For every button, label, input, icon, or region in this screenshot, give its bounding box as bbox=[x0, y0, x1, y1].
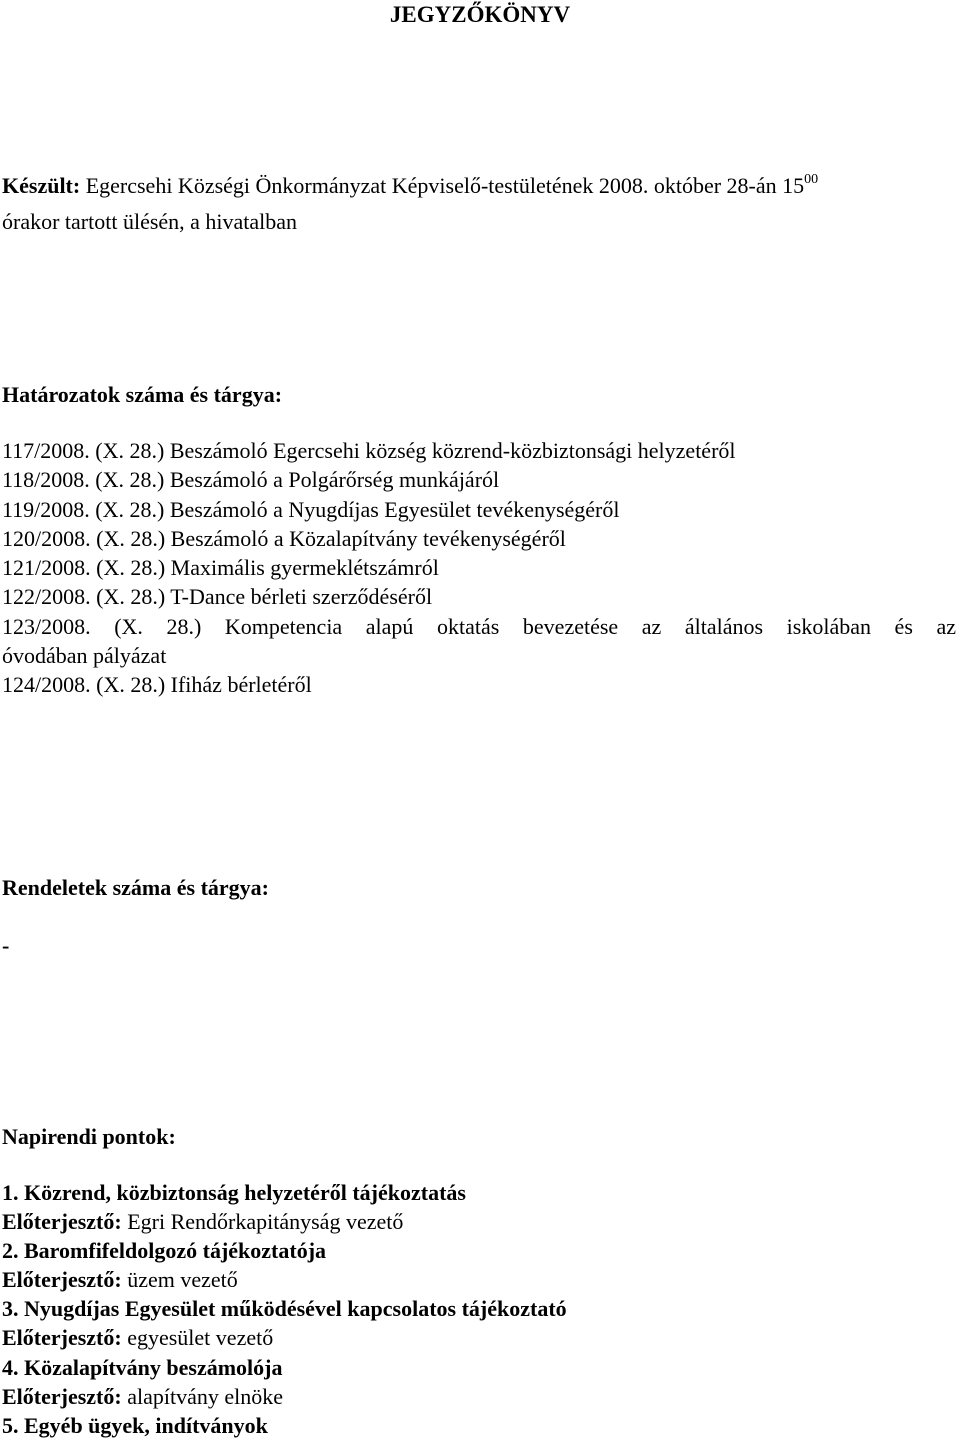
agenda-item-title: 1. Közrend, közbiztonság helyzetéről tájékoztatás bbox=[2, 1180, 466, 1205]
decision-item: 124/2008. (X. 28.) Ifiház bérletéről bbox=[2, 672, 312, 698]
presenter-label: Előterjesztő: bbox=[2, 1209, 122, 1235]
decision-item: 121/2008. (X. 28.) Maximális gyermeklétszámról bbox=[2, 555, 439, 581]
agenda-item-title: 5. Egyéb ügyek, indítványok bbox=[2, 1412, 268, 1438]
ordinances-value: - bbox=[2, 933, 10, 958]
agenda-item-presenter bbox=[2, 1323, 956, 1352]
agenda-list bbox=[2, 1178, 956, 1440]
intro-label: Készült: bbox=[2, 173, 81, 198]
decisions-heading: Határozatok száma és tárgya: bbox=[2, 382, 283, 407]
agenda-item-presenter bbox=[2, 1382, 956, 1411]
presenter-value: Egri Rendőrkapitányság vezető bbox=[127, 1209, 404, 1235]
decision-item: 122/2008. (X. 28.) T-Dance bérleti szerződéséről bbox=[2, 584, 433, 610]
intro-superscript: 00 bbox=[804, 172, 819, 187]
presenter-value: egyesület vezető bbox=[127, 1325, 274, 1351]
decision-item: 120/2008. (X. 28.) Beszámoló a Közalapítvány tevékenységéről bbox=[2, 525, 566, 551]
presenter-value: üzem vezető bbox=[127, 1267, 238, 1293]
agenda-heading: Napirendi pontok: bbox=[2, 1124, 176, 1149]
presenter-label: Előterjesztő: bbox=[2, 1267, 122, 1293]
decision-item: 119/2008. (X. 28.) Beszámoló a Nyugdíjas Egyesület tevékenységéről bbox=[2, 496, 620, 522]
presenter-label: Előterjesztő: bbox=[2, 1383, 122, 1409]
intro-line-1 bbox=[2, 170, 958, 206]
presenter-value: alapítvány elnöke bbox=[127, 1383, 283, 1409]
decisions-list bbox=[2, 436, 956, 700]
agenda-item-title: 2. Baromfifeldolgozó tájékoztatója bbox=[2, 1238, 327, 1264]
intro-paragraph bbox=[2, 170, 958, 238]
decision-item: 117/2008. (X. 28.) Beszámoló Egercsehi község közrend-közbiztonsági helyzetéről bbox=[2, 438, 736, 463]
agenda-item-title: 3. Nyugdíjas Egyesület működésével kapcsolatos tájékoztató bbox=[2, 1296, 567, 1322]
decision-item-continuation: óvodában pályázat bbox=[2, 643, 167, 669]
page-title: JEGYZŐKÖNYV bbox=[389, 2, 571, 27]
intro-text: Egercsehi Községi Önkormányzat Képviselő-testületének 2008. október 28-án 15 bbox=[85, 173, 805, 198]
agenda-item-presenter bbox=[2, 1207, 956, 1236]
agenda-item-title: 4. Közalapítvány beszámolója bbox=[2, 1354, 283, 1380]
decision-item: 118/2008. (X. 28.) Beszámoló a Polgárőrség munkájáról bbox=[2, 467, 500, 493]
presenter-label: Előterjesztő: bbox=[2, 1325, 122, 1351]
ordinances-heading: Rendeletek száma és tárgya: bbox=[2, 875, 269, 900]
agenda-item-presenter bbox=[2, 1265, 956, 1294]
decision-item: 123/2008. (X. 28.) Kompetencia alapú oktatás bevezetése az általános iskolában és az bbox=[2, 613, 956, 639]
intro-line-2: órakor tartott ülésén, a hivatalban bbox=[2, 209, 298, 234]
